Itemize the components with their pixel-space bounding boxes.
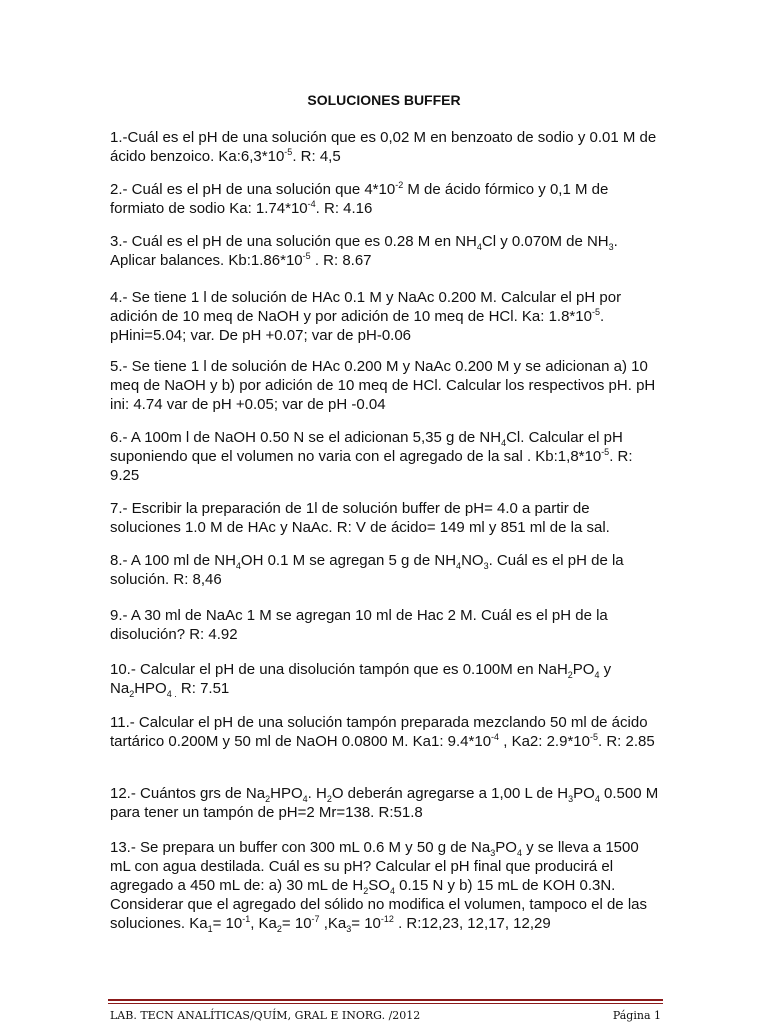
q10-sub-1: 2 — [567, 670, 573, 680]
q8-text-b: OH 0.1 M se agregan 5 g de NH — [240, 552, 457, 569]
q12-text-e: PO — [573, 785, 595, 802]
q12-text-d: O deberán agregarse a 1,00 L de H — [331, 785, 569, 802]
question-9 — [110, 606, 662, 644]
q13-sub-1: 3 — [490, 848, 496, 858]
q10-text-d: HPO — [134, 680, 167, 697]
q13-sub-3: 2 — [363, 886, 369, 896]
q8-text-a: 8.- A 100 ml de NH — [110, 552, 236, 569]
q12-text-b: HPO — [270, 785, 303, 802]
q4-text-b: . pHini=5.04; var. De pH +0.07; var de pH-0.06 — [110, 308, 605, 344]
q10-sub-4: 4 . — [166, 689, 177, 699]
q13-text-c: y se lleva a 1500 mL con agua destilada. Cuál es su pH? Calcular el pH final que producirá el agregado a 450 mL de: a) 30 mL de H — [110, 839, 639, 894]
question-4 — [110, 288, 662, 345]
question-11 — [110, 713, 662, 751]
question-8 — [110, 551, 662, 589]
q13-sub-4: 4 — [389, 886, 395, 896]
q11-sup-1: -4 — [491, 732, 500, 742]
q10-text-e: R: 7.51 — [176, 680, 230, 697]
q8-sub-3: 3 — [483, 561, 489, 571]
footer-course-label: LAB. TECN ANALÍTICAS/QUÍM, GRAL E INORG. /2012 — [110, 1009, 421, 1022]
footer-rule-thin — [108, 1003, 663, 1004]
q1-text-b: . R: 4,5 — [292, 148, 341, 165]
q13-text-f: = 10 — [212, 915, 243, 932]
q1-sup-1: -5 — [284, 147, 293, 157]
question-10 — [110, 660, 662, 698]
q10-text-b: PO — [572, 661, 595, 678]
q9-text-a: 9.- A 30 ml de NaAc 1 M se agregan 10 ml de Hac 2 M. Cuál es el pH de la disolución? R: 4.92 — [110, 607, 608, 643]
q12-sub-3: 2 — [326, 794, 332, 804]
q13-text-a: 13.- Se prepara un buffer con 300 mL 0.6 M y 50 g de Na — [110, 839, 491, 856]
q8-text-c: NO — [461, 552, 484, 569]
q13-text-h: = 10 — [281, 915, 312, 932]
q13-text-b: PO — [495, 839, 517, 856]
q12-text-a: 12.- Cuántos grs de Na — [110, 785, 266, 802]
q13-sup-8: -7 — [311, 914, 320, 924]
q13-sub-7: 2 — [276, 924, 282, 934]
question-12 — [110, 784, 662, 822]
q13-text-j: = 10 — [351, 915, 381, 932]
q12-sub-4: 3 — [568, 794, 574, 804]
q2-text-b: M de ácido fórmico y 0,1 M de formiato de sodio Ka: 1.74*10 — [110, 181, 609, 217]
footer-page-number: Página 1 — [612, 1009, 661, 1022]
question-7 — [110, 499, 662, 537]
q3-text-b: Cl y 0.070M de NH — [481, 233, 609, 250]
q6-sup-2: -5 — [601, 447, 610, 457]
q11-sup-2: -5 — [589, 732, 598, 742]
question-5 — [110, 357, 662, 414]
q13-sup-10: -12 — [380, 914, 394, 924]
q13-text-d: SO — [368, 877, 390, 894]
q13-text-k: . R:12,23, 12,17, 12,29 — [393, 915, 551, 932]
q3-sub-1: 4 — [476, 242, 482, 252]
page-title: SOLUCIONES BUFFER — [307, 92, 461, 108]
q13-sub-5: 1 — [207, 924, 213, 934]
q2-text-a: 2.- Cuál es el pH de una solución que 4*10 — [110, 181, 396, 198]
question-1 — [110, 128, 662, 166]
footer-rule-thick — [108, 999, 663, 1001]
q3-sub-2: 3 — [608, 242, 614, 252]
question-6 — [110, 428, 662, 485]
q11-text-b: , Ka2: 2.9*10 — [499, 733, 590, 750]
q13-sup-6: -1 — [242, 914, 251, 924]
q10-text-c: y Na — [110, 661, 612, 697]
question-13 — [110, 838, 662, 933]
q13-sub-2: 4 — [516, 848, 522, 858]
q12-sub-1: 2 — [265, 794, 271, 804]
q2-sup-2: -4 — [307, 199, 316, 209]
q6-text-b: Cl. Calcular el pH suponiendo que el volumen no varia con el agregado de la sal . Kb:1,8*10 — [110, 429, 623, 465]
q11-text-a: 11.- Calcular el pH de una solución tampón preparada mezclando 50 ml de ácido tartárico 0.200M y 50 ml de NaOH 0.0800 M. Ka1: 9.4*10 — [110, 714, 648, 750]
q6-sub-1: 4 — [501, 438, 507, 448]
q2-text-c: . R: 4.16 — [315, 200, 373, 217]
q6-text-c: . R: 9.25 — [110, 448, 633, 484]
q12-sub-2: 4 — [302, 794, 308, 804]
q12-sub-5: 4 — [594, 794, 600, 804]
q3-sup-3: -5 — [302, 251, 311, 261]
q4-sup-1: -5 — [591, 307, 600, 317]
q10-sub-3: 2 — [129, 689, 135, 699]
q11-text-c: . R: 2.85 — [597, 733, 655, 750]
q3-text-d: . R: 8.67 — [310, 252, 372, 269]
q2-sup-1: -2 — [395, 180, 404, 190]
q8-sub-1: 4 — [235, 561, 241, 571]
q12-text-f: 0.500 M para tener un tampón de pH=2 Mr=138. R:51.8 — [110, 785, 659, 821]
q6-text-a: 6.- A 100m l de NaOH 0.50 N se el adicionan 5,35 g de NH — [110, 429, 502, 446]
q13-text-e: 0.15 N y b) 15 mL de KOH 0.3N. Considerar que el agregado del sólido no modifica el volumen, tampoco el de las soluciones. Ka — [110, 877, 647, 932]
q4-text-a: 4.- Se tiene 1 l de solución de HAc 0.1 M y NaAc 0.200 M. Calcular el pH por adición de 10 meq de NaOH y por adición de 10 meq de HCl. Ka: 1.8*10 — [110, 289, 622, 325]
q13-sub-9: 3 — [346, 924, 352, 934]
q1-text-a: 1.-Cuál es el pH de una solución que es 0,02 M en benzoato de sodio y 0.01 M de ácido benzoico. Ka:6,3*10 — [110, 129, 657, 165]
q10-sub-2: 4 — [594, 670, 600, 680]
q3-text-c: . Aplicar balances. Kb:1.86*10 — [110, 233, 618, 269]
q10-text-a: 10.- Calcular el pH de una disolución tampón que es 0.100M en NaH — [110, 661, 568, 678]
question-3 — [110, 232, 662, 270]
q13-text-g: , Ka — [250, 915, 277, 932]
q8-sub-2: 4 — [456, 561, 462, 571]
q3-text-a: 3.- Cuál es el pH de una solución que es 0.28 M en NH — [110, 233, 477, 250]
q12-text-c: . H — [307, 785, 327, 802]
q5-text-a: 5.- Se tiene 1 l de solución de HAc 0.200 M y NaAc 0.200 M y se adicionan a) 10 meq de NaOH y b) por adición de 10 meq de HCl. Calcular los respectivos pH. pH ini: 4.74 var de pH +0.05; var de pH -0.04 — [110, 358, 656, 413]
q13-text-i: ,Ka — [319, 915, 347, 932]
q8-text-d: . Cuál es el pH de la solución. R: 8,46 — [110, 552, 624, 588]
question-2 — [110, 180, 662, 218]
q7-text-a: 7.- Escribir la preparación de 1l de solución buffer de pH= 4.0 a partir de soluciones 1.0 M de HAc y NaAc. R: V de ácido= 149 ml y 851 ml de la sal. — [110, 500, 610, 536]
